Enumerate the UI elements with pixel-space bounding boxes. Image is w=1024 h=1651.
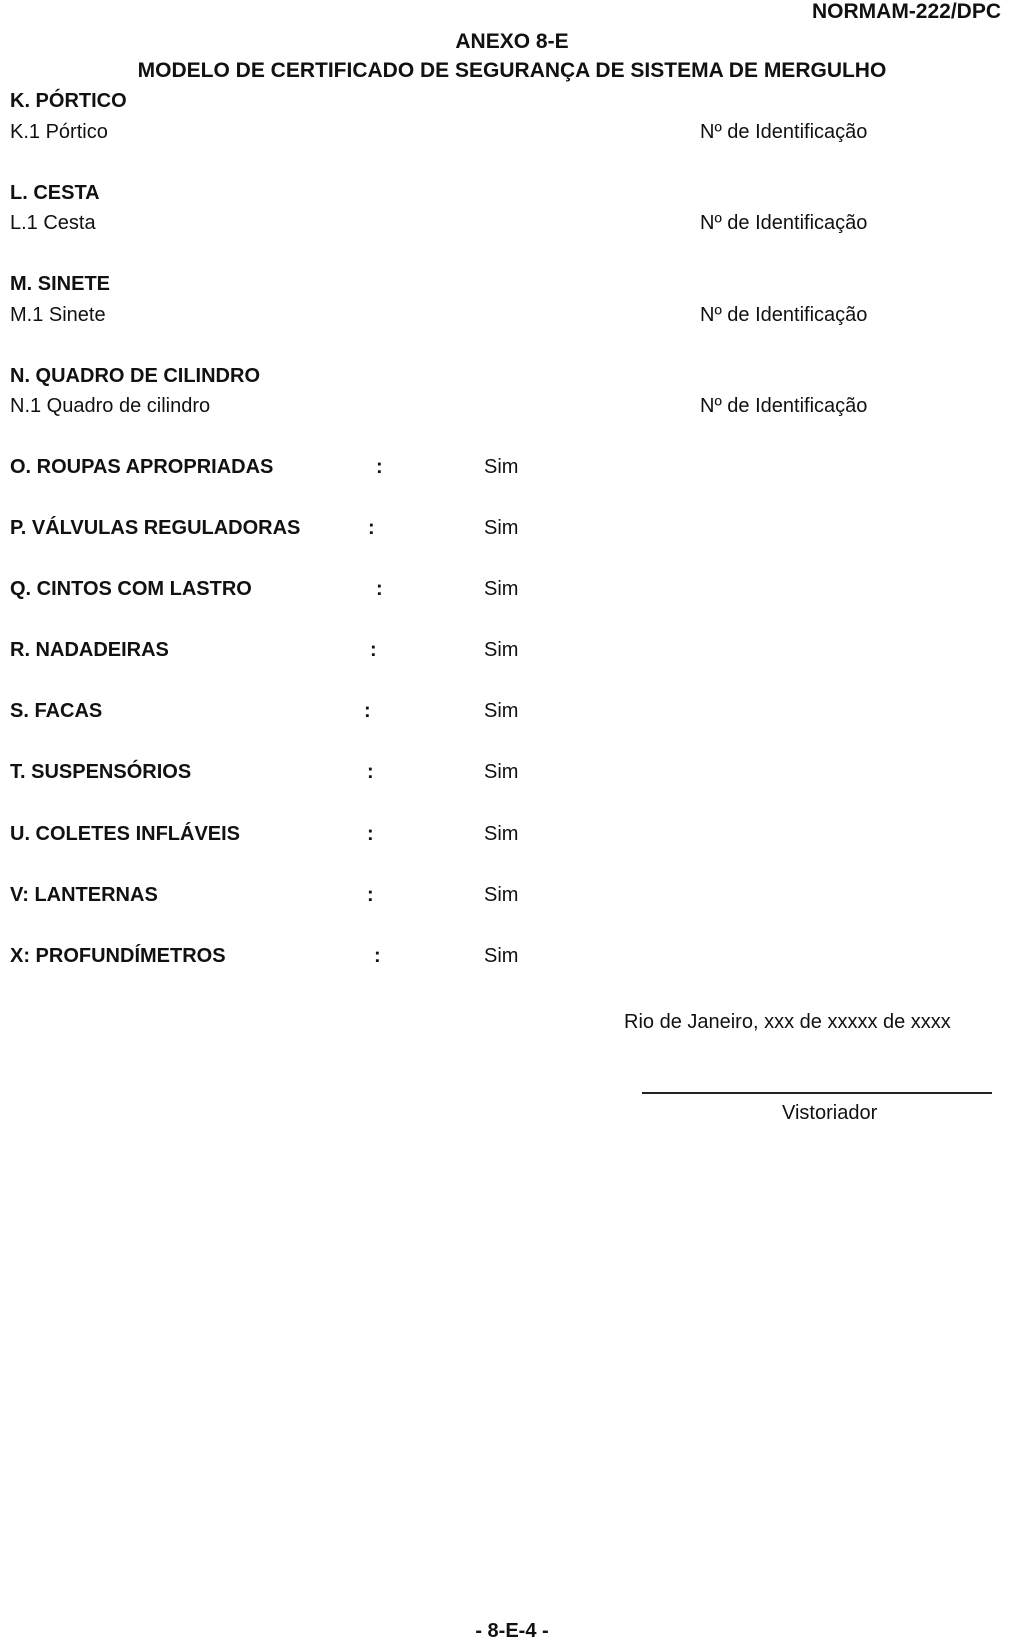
checklist-colon: : xyxy=(376,456,383,478)
signature-line xyxy=(642,1092,992,1094)
checklist-label-profundimetros: X: PROFUNDÍMETROS xyxy=(10,945,226,967)
checklist-label-roupas: O. ROUPAS APROPRIADAS xyxy=(10,456,274,478)
checklist-value-suspensorios: Sim xyxy=(484,761,519,783)
checklist-colon: : xyxy=(368,517,375,539)
section-heading-cesta: L. CESTA xyxy=(10,182,100,204)
checklist-value-facas: Sim xyxy=(484,700,519,722)
item-id-label-sinete: Nº de Identificação xyxy=(700,304,868,326)
item-label-quadro-cilindro: N.1 Quadro de cilindro xyxy=(10,395,211,417)
page-number: - 8-E-4 - xyxy=(475,1620,549,1642)
checklist-value-coletes: Sim xyxy=(484,823,519,845)
checklist-label-lanternas: V: LANTERNAS xyxy=(10,884,158,906)
checklist-colon: : xyxy=(376,578,383,600)
checklist-colon: : xyxy=(364,700,371,722)
document-reference: NORMAM-222/DPC xyxy=(812,0,1002,23)
item-label-cesta: L.1 Cesta xyxy=(10,212,96,234)
document-title xyxy=(0,59,1024,83)
place-and-date: Rio de Janeiro, xxx de xxxxx de xxxx xyxy=(624,1011,951,1033)
document-title-text: MODELO DE CERTIFICADO DE SEGURANÇA DE SISTEMA DE MERGULHO xyxy=(137,59,887,82)
checklist-colon: : xyxy=(374,945,381,967)
checklist-label-cintos: Q. CINTOS COM LASTRO xyxy=(10,578,252,600)
checklist-label-facas: S. FACAS xyxy=(10,700,103,722)
section-heading-quadro-cilindro: N. QUADRO DE CILINDRO xyxy=(10,365,260,387)
item-id-label-quadro-cilindro: Nº de Identificação xyxy=(700,395,868,417)
checklist-colon: : xyxy=(370,639,377,661)
checklist-colon: : xyxy=(367,823,374,845)
checklist-value-roupas: Sim xyxy=(484,456,519,478)
section-heading-sinete: M. SINETE xyxy=(10,273,111,295)
item-id-label-portico: Nº de Identificação xyxy=(700,121,868,143)
checklist-label-nadadeiras: R. NADADEIRAS xyxy=(10,639,169,661)
annex-number: ANEXO 8-E xyxy=(455,30,569,53)
annex-title xyxy=(0,30,1024,54)
checklist-label-coletes: U. COLETES INFLÁVEIS xyxy=(10,823,241,845)
checklist-value-profundimetros: Sim xyxy=(484,945,519,967)
checklist-colon: : xyxy=(367,884,374,906)
section-heading-portico: K. PÓRTICO xyxy=(10,90,127,112)
item-id-label-cesta: Nº de Identificação xyxy=(700,212,868,234)
checklist-value-valvulas: Sim xyxy=(484,517,519,539)
item-label-portico: K.1 Pórtico xyxy=(10,121,108,143)
item-label-sinete: M.1 Sinete xyxy=(10,304,106,326)
signatory-role: Vistoriador xyxy=(782,1102,878,1124)
checklist-value-nadadeiras: Sim xyxy=(484,639,519,661)
checklist-label-valvulas: P. VÁLVULAS REGULADORAS xyxy=(10,517,301,539)
checklist-label-suspensorios: T. SUSPENSÓRIOS xyxy=(10,761,192,783)
checklist-value-cintos: Sim xyxy=(484,578,519,600)
checklist-value-lanternas: Sim xyxy=(484,884,519,906)
checklist-colon: : xyxy=(367,761,374,783)
